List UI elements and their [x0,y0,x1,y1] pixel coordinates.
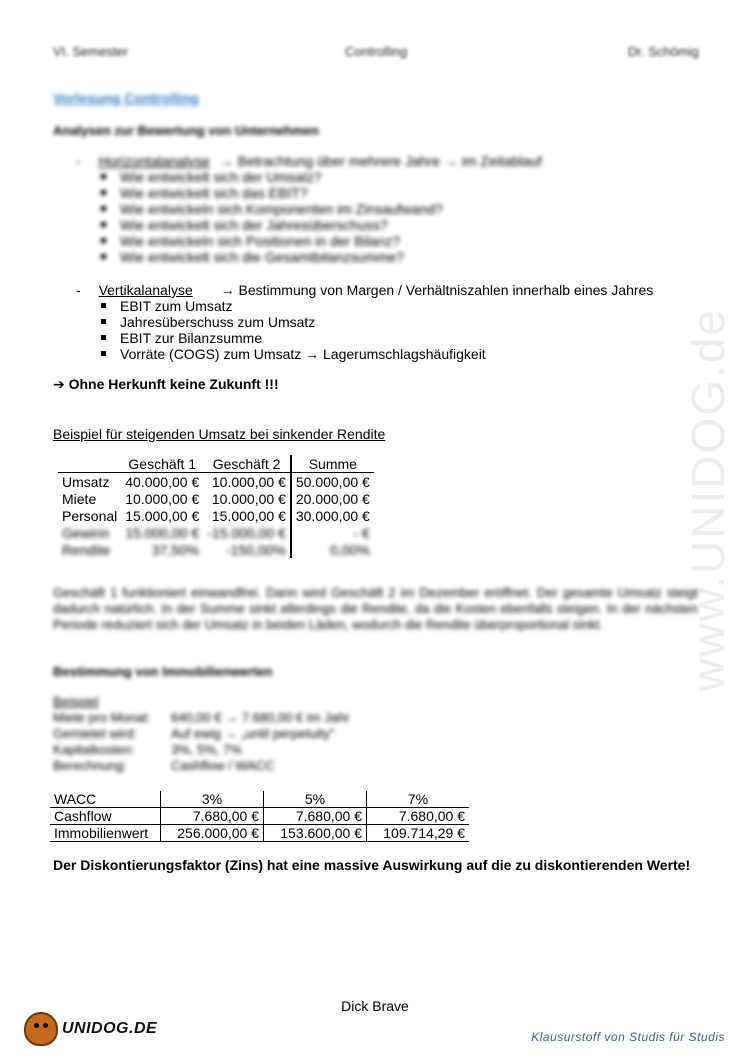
cell: -15.000,00 € [207,524,286,541]
wacc-table-wrapper [50,791,469,842]
unidog-logo [24,1012,157,1046]
footer-tagline: Klausurstoff von Studis für Studis [531,1030,725,1044]
cell: 37,50% [151,541,200,558]
dog-icon [24,1012,58,1046]
params-block [53,694,350,774]
cell: 10.000,00 € [125,490,200,507]
watermark: www.UNIDOG.de [682,308,735,692]
vertical-desc: → Bestimmung von Margen / Verhältniszahlen innerhalb eines Jahres [220,282,654,298]
example-table [58,455,374,558]
list-item: Wie entwickelt sich der Umsatz? [98,169,542,185]
cell: 10.000,00 € [211,490,286,507]
list-item: Wie entwickeln sich Komponenten im Zinsaufwand? [98,201,542,217]
horizontal-desc: → Betrachtung über mehrere Jahre → im Zeitablauf [219,153,542,169]
example-heading: Beispiel für steigenden Umsatz bei sinkender Rendite [53,426,386,442]
example-table-wrapper [58,455,374,558]
param-row: Miete pro Monat: 640,00 € → 7.680,00 € im Jahr [53,710,350,725]
example-paragraph: Geschäft 1 funktioniert einwandfrei. Dann wird Geschäft 2 im Dezember eröffnet. Der gesamte Umsatz steigt dadurch natürlich. In der Summe sinkt allerdings die Rendite, da die Kosten ebenfalls steigen. In der nächsten Periode reduziert sich der Umsatz in beiden Läden, wodurch die Rendite überproportional sinkt. [53,585,698,632]
list-item: Jahresüberschuss zum Umsatz [98,314,653,330]
header-semester: VI. Semester [53,44,129,59]
column-header: Geschäft 2 [203,455,291,473]
conclusion: Der Diskontierungsfaktor (Zins) hat eine massive Auswirkung auf die zu diskontierenden Werte! [53,857,691,873]
list-item: Wie entwickelt sich der Jahresüberschuss? [98,217,542,233]
cell: -150,00% [225,541,286,558]
section-heading-analysen: Analysen zur Bewertung von Unternehmen [53,123,319,138]
row-label: Immobilienwert [50,825,161,842]
row-label: Miete [62,490,97,507]
horizontal-term: Horizontalanalyse [98,153,210,169]
cell: 5% [264,791,367,808]
cell: 40.000,00 € [125,473,200,490]
table-row [58,490,374,507]
vertical-ratios [98,298,653,362]
row-label: Rendite [62,541,111,558]
table-row [58,524,374,541]
param-row: Kapitalkosten: 3%, 5%, 7% [53,742,242,757]
cell: 0,00% [291,541,374,558]
logo-text: UNIDOG.DE [62,1020,158,1037]
row-label: Cashflow [50,808,161,825]
table-row [50,808,469,825]
column-header: Geschäft 1 [121,455,203,473]
motto: ➔ Ohne Herkunft keine Zukunft !!! [53,376,279,392]
header-subject: Controlling [345,44,408,59]
table-row [50,791,469,808]
list-item: Vorräte (COGS) zum Umsatz → Lagerumschlagshäufigkeit [98,346,653,362]
cell: 20.000,00 € [291,490,374,507]
cell: 7.680,00 € [161,808,264,825]
vertical-analysis-block [76,282,653,362]
cell: 50.000,00 € [291,473,374,491]
cell: 10.000,00 € [211,473,286,490]
row-label: Personal [62,507,118,524]
list-item: Wie entwickelt sich die Gesamtbilanzsumme? [98,249,542,265]
cell: 7.680,00 € [367,808,470,825]
table-row [58,473,374,491]
cell: 3% [161,791,264,808]
list-item: Wie entwickeln sich Positionen in der Bilanz? [98,233,542,249]
dash-marker: - [76,153,81,169]
table-row [58,507,374,524]
dash-marker: - [76,282,81,298]
row-label: WACC [54,791,97,807]
cell: 15.000,00 € [125,524,200,541]
wacc-table [50,791,469,842]
cell: 30.000,00 € [291,507,374,524]
cell: 153.600,00 € [264,825,367,842]
list-item: EBIT zum Umsatz [98,298,653,314]
param-row: Gemietet wird: Auf ewig → „until perpetuity" [53,726,335,741]
document-title: Vorlesung Controlling [53,90,199,106]
header-lecturer: Dr. Schömig [628,44,699,59]
footer-author: Dick Brave [341,998,409,1014]
row-label: Gewinn [62,524,110,541]
list-item: EBIT zur Bilanzsumme [98,330,653,346]
horizontal-questions [98,169,542,265]
cell: 109.714,29 € [367,825,470,842]
cell: 256.000,00 € [161,825,264,842]
list-item: Wie entwickelt sich das EBIT? [98,185,542,201]
cell: 15.000,00 € [125,507,200,524]
table-row [58,541,374,558]
param-row: Berechnung: Cashflow / WACC [53,758,275,773]
table-row [50,825,469,842]
cell: - € [291,524,374,541]
section-heading-immobilien: Bestimmung von Immobilienwerten [53,664,273,679]
cell: 7% [367,791,470,808]
example-label: Beispiel [53,694,99,709]
table-corner [58,455,121,473]
cell: 15.000,00 € [211,507,286,524]
horizontal-analysis-block [76,153,542,265]
cell: 7.680,00 € [264,808,367,825]
vertical-term: Vertikalanalyse [98,282,193,298]
row-label: Umsatz [62,473,110,490]
column-header: Summe [291,455,374,473]
